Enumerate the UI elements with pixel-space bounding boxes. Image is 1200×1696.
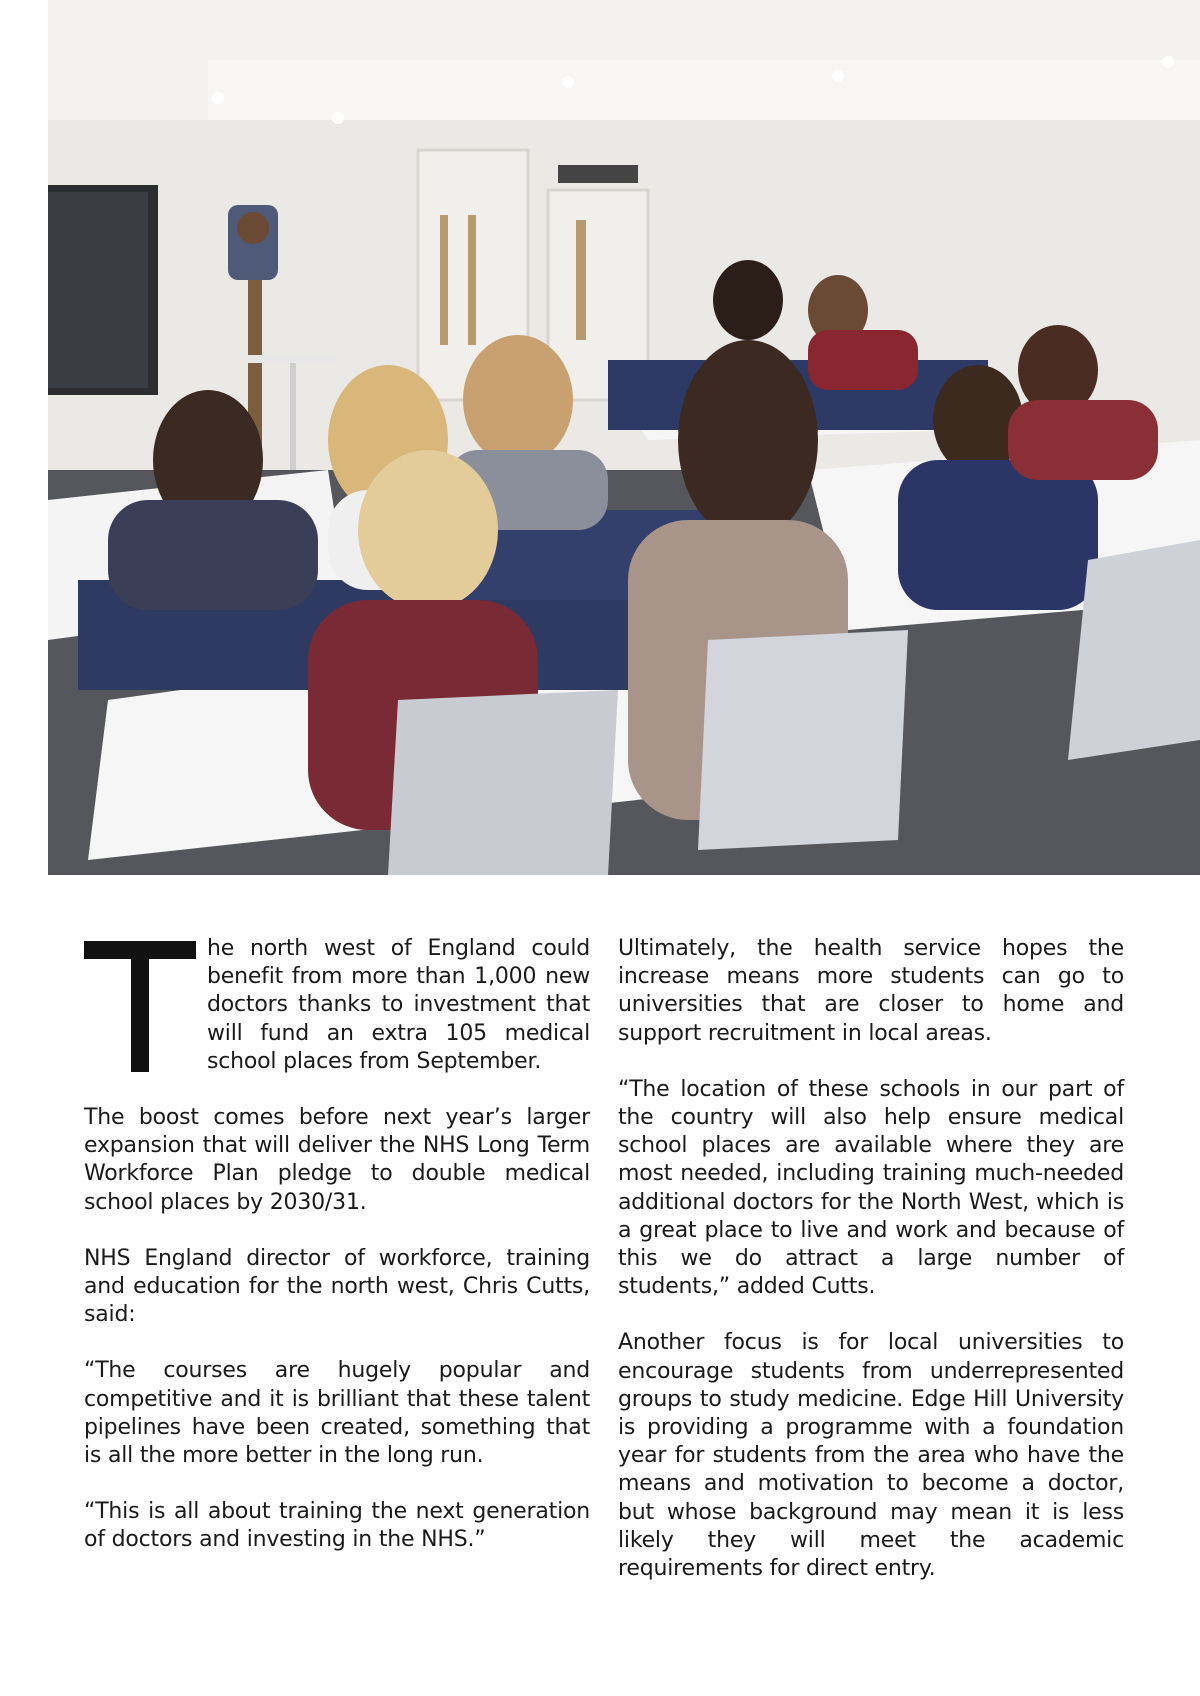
left-paragraph-2: NHS England director of workforce, training and education for the north west, Chris Cutts, said: [84,1245,590,1328]
article-photo [48,0,1200,875]
left-paragraph-3: “The courses are hugely popular and competitive and it is brilliant that these talent pipelines have been created, something that is all the more better in the long run. [84,1358,590,1469]
article-body [84,935,1124,1611]
lead-paragraph: he north west of England could benefit from more than 1,000 new doctors thanks to investment that will fund an extra 105 medical school places from September. [207,936,590,1074]
left-column [84,935,590,1611]
right-column [618,935,1124,1611]
left-paragraph-4: “This is all about training the next generation of doctors and investing in the NHS.” [84,1499,590,1553]
lead-paragraph-block [84,935,590,1076]
right-paragraph-2: “The location of these schools in our part of the country will also help ensure medical school places are available where they are most needed, including training much-needed additional doctors for the North West, which is a great place to live and work and because of this we do attract a large number of students,” added Cutts. [618,1076,1124,1300]
right-paragraph-3: Another focus is for local universities to encourage students from underrepresented groups to study medicine. Edge Hill University is providing a programme with a foundation year for students from the area who have the means and motivation to become a doctor, but whose background may mean it is less likely they will meet the academic requirements for direct entry. [618,1330,1124,1582]
classroom-illustration [48,0,1200,875]
drop-cap-stem [131,941,149,1072]
right-paragraph-1: Ultimately, the health service hopes the increase means more students can go to universities that are closer to home and support recruitment in local areas. [618,936,1124,1046]
drop-cap [84,941,196,1072]
left-paragraph-1: The boost comes before next year’s larger expansion that will deliver the NHS Long Term Workforce Plan pledge to double medical school places by 2030/31. [84,1105,590,1215]
